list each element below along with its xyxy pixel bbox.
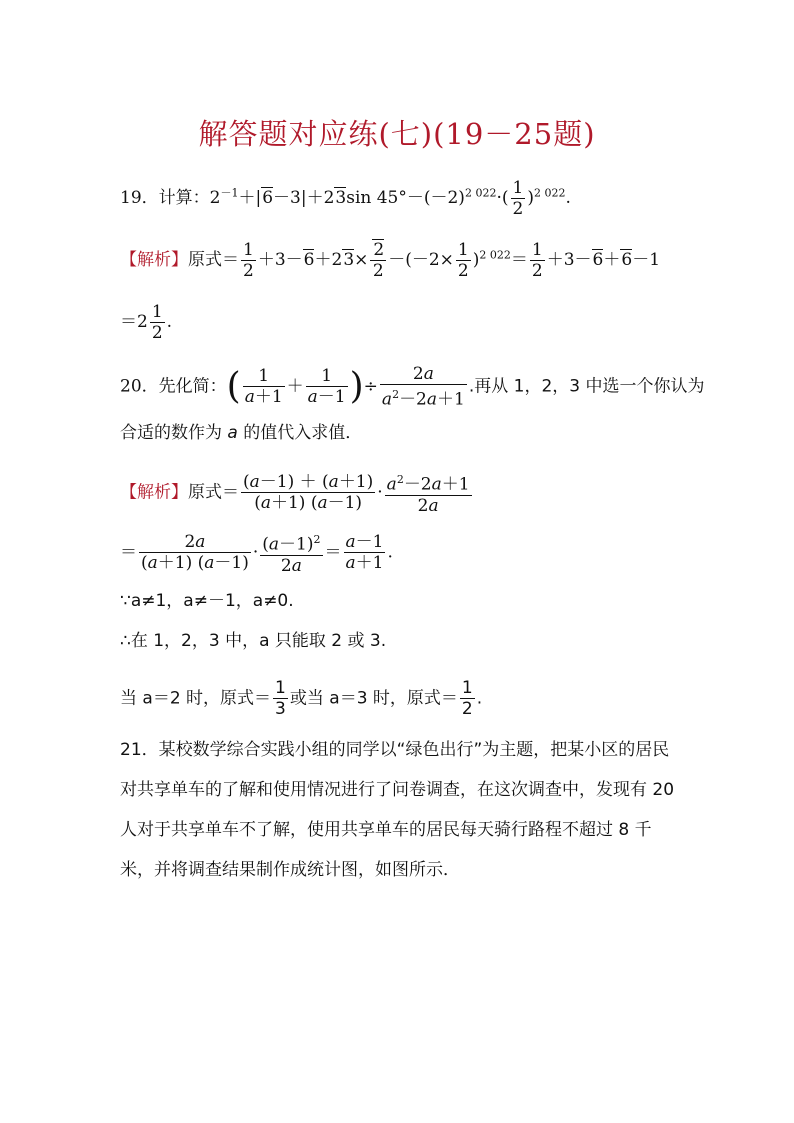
- q20-line2-a: 合适的数作为: [120, 423, 222, 443]
- q20-prompt: 先化简：: [158, 376, 227, 397]
- q21-problem: 21．某校数学综合实践小组的同学以“绿色出行”为主题，把某小区的居民对共享单车的了解和使用情况进行了问卷调查，在这次调查中，发现有 20 人对于共享单车不了解，使用共享单车的居民每天骑行路程不超过 8 千米，并将调查结果制作成统计图，如图所示．: [120, 740, 675, 880]
- q19-sol-tail: ＝2: [120, 312, 148, 332]
- q19-exp: 2 022: [464, 186, 497, 200]
- q20-jiexi-label: 【解析】: [120, 482, 188, 503]
- q20-solution-2: ＝ $\frac{2a}{(a+1) (a-1)}$ · $\frac{(a-1)^2}{2a}$ ＝ $\frac{a-1}{a+1}$ .: [120, 530, 393, 576]
- q19-jiexi-label: 【解析】: [120, 250, 188, 270]
- q20-solution-1: 【解析】原式＝ $\frac{(a-1) + (a+1)}{(a+1) (a-1)}$ · $\frac{a^2-2a+1}{2a}$: [120, 470, 474, 516]
- q20-tail: .再从 1，2，3 中选一个你认为: [468, 376, 705, 397]
- q20-line2-b: 的值代入求值．: [243, 423, 363, 443]
- q19-expr-tail: sin 45°－(－2): [346, 188, 465, 208]
- q20-final-b: 或当 a＝3 时，原式＝: [289, 688, 458, 709]
- q20-final: 当 a＝2 时，原式＝ $\frac{1}{3}$ 或当 a＝3 时，原式＝ $\frac{1}{2}$ .: [120, 678, 483, 719]
- q20-sol-prefix: 原式＝: [188, 482, 239, 503]
- q19-sol-prefix: 原式＝: [188, 250, 239, 270]
- q19-final: ＝2 $\frac{1}{2}$ .: [120, 302, 173, 343]
- q19-problem: 19．计算：$2^{-1}+|6-3|+23\sin$ $45^\circ-(-2)^{2 022}\cdot$( $\frac{1}{2}$ )$^{2 022}$.: [120, 178, 571, 219]
- q20-conclusion: ∴在 1，2，3 中，a 只能取 2 或 3.: [120, 631, 387, 651]
- q20-number: 20．: [120, 376, 159, 397]
- q20-final-c: .: [476, 688, 483, 709]
- q20-condition: ∵a≠1，a≠－1，a≠0.: [120, 591, 294, 611]
- page-title: 解答题对应练(七)(19－25题): [198, 117, 596, 151]
- q20-line2: 合适的数作为 a 的值代入求值．: [120, 423, 363, 443]
- q19-number: 19．: [120, 188, 159, 208]
- q20-final-a: 当 a＝2 时，原式＝: [120, 688, 272, 709]
- q19-solution: 【解析】原式＝ $\frac{1}{2}$ ＋3－6＋23× $\frac{2}{2}$ －(－2× $\frac{1}{2}$ )$^{2 022}$＝ $\frac{1}{2}$ ＋3－6＋6－1: [120, 240, 661, 281]
- q19-prompt: 计算：: [158, 188, 210, 208]
- q19-sol-final: .: [166, 312, 173, 332]
- q20-problem: 20．先化简：( $\frac{1}{a+1}$ ＋ $\frac{1}{a-1}$ )÷ $\frac{2a}{a^2-2a+1}$ .再从 1，2，3 中选一个你认为: [120, 364, 705, 410]
- q19-exp-2: 2 022: [533, 186, 566, 200]
